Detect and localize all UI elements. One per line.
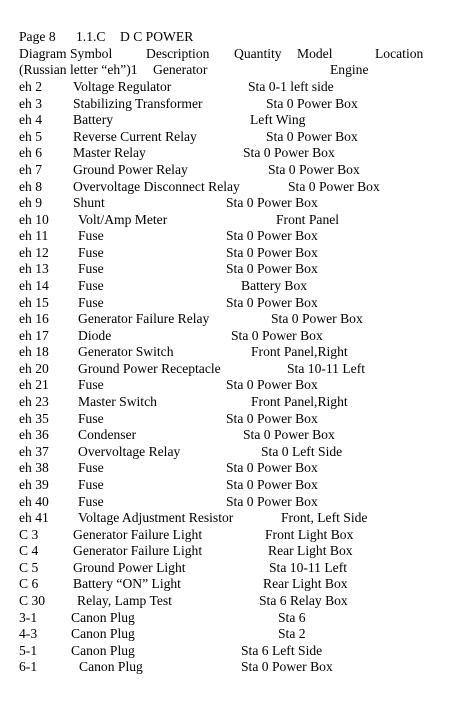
- item-symbol: 4-3: [19, 626, 38, 642]
- item-symbol: eh 14: [19, 278, 49, 293]
- note-row-description: Generator: [153, 62, 208, 77]
- item-location: Sta 0 Power Box: [226, 228, 318, 244]
- item-description: Overvoltage Disconnect Relay: [73, 178, 240, 194]
- item-description: Stabilizing Transformer: [73, 95, 203, 111]
- column-header-model: Model: [297, 46, 333, 61]
- page-number: Page 8: [19, 29, 56, 44]
- item-location: Sta 0 Power Box: [266, 128, 358, 144]
- item-location: Sta 2: [278, 626, 306, 642]
- item-description: Condenser: [78, 427, 137, 443]
- item-description: Master Switch: [78, 394, 157, 409]
- item-description: Shunt: [73, 195, 105, 211]
- item-description: Ground Power Relay: [73, 161, 188, 177]
- item-symbol: C 6: [19, 576, 39, 592]
- item-location: Sta 0 Power Box: [226, 410, 318, 426]
- item-description: Overvoltage Relay: [78, 443, 181, 459]
- item-symbol: eh 17: [19, 327, 49, 343]
- item-description: Ground Power Receptacle: [78, 360, 221, 376]
- item-symbol: eh 5: [19, 128, 43, 144]
- item-description: Fuse: [78, 261, 104, 277]
- item-location: Sta 10-11 Left: [287, 360, 366, 376]
- item-symbol: eh 7: [19, 161, 43, 177]
- item-symbol: eh 12: [19, 244, 49, 260]
- item-description: Fuse: [78, 460, 104, 476]
- item-location: Sta 0 Power Box: [226, 476, 318, 492]
- item-location: Sta 0 Power Box: [288, 178, 380, 194]
- item-description: Master Relay: [73, 145, 146, 161]
- item-description: Ground Power Light: [73, 559, 186, 575]
- item-location: Sta 0 Power Box: [268, 161, 360, 177]
- item-location: Sta 0 Power Box: [266, 95, 358, 111]
- item-location: Sta 0 Power Box: [226, 460, 318, 476]
- item-symbol: 6-1: [19, 659, 38, 675]
- item-symbol: eh 4: [19, 112, 43, 128]
- item-location: Front Panel,Right: [251, 394, 348, 409]
- note-row-symbol: (Russian letter “eh”)1: [19, 62, 138, 77]
- item-location: Sta 0 Power Box: [226, 493, 318, 509]
- item-symbol: eh 11: [19, 228, 49, 244]
- item-symbol: eh 9: [19, 195, 43, 211]
- item-symbol: eh 41: [19, 510, 49, 526]
- item-location: Front, Left Side: [281, 510, 368, 526]
- item-description: Generator Failure Light: [73, 526, 203, 542]
- column-header-symbol: Diagram Symbol: [19, 46, 113, 61]
- item-symbol: C 4: [19, 543, 39, 559]
- item-symbol: eh 6: [19, 145, 43, 161]
- item-description: Relay, Lamp Test: [77, 593, 172, 608]
- item-symbol: C 3: [19, 526, 39, 542]
- item-description: Fuse: [78, 294, 104, 310]
- item-symbol: eh 8: [19, 178, 43, 194]
- item-description: Generator Failure Light: [73, 543, 203, 559]
- item-location: Front Light Box: [265, 526, 354, 542]
- item-symbol: eh 21: [19, 377, 49, 393]
- item-location: Rear Light Box: [268, 543, 353, 559]
- section-number: 1.1.C: [76, 29, 106, 44]
- column-header-location: Location: [375, 46, 424, 61]
- item-location: Sta 6 Relay Box: [259, 593, 348, 608]
- item-location: Sta 0 Left Side: [261, 443, 343, 459]
- item-symbol: eh 16: [19, 311, 49, 327]
- column-header-description: Description: [146, 46, 210, 61]
- item-location: Sta 0 Power Box: [226, 377, 318, 393]
- item-description: Fuse: [78, 410, 104, 426]
- item-location: Left Wing: [250, 112, 306, 128]
- item-description: Fuse: [78, 493, 104, 509]
- item-location: Sta 6 Left Side: [241, 642, 323, 658]
- item-location: Sta 0 Power Box: [231, 327, 323, 343]
- item-description: Battery “ON” Light: [73, 576, 181, 592]
- item-description: Fuse: [78, 476, 104, 492]
- item-location: Sta 0 Power Box: [243, 145, 335, 161]
- item-symbol: eh 2: [19, 79, 43, 94]
- item-symbol: eh 23: [19, 394, 49, 409]
- item-symbol: eh 36: [19, 427, 49, 443]
- item-location: Front Panel,Right: [251, 344, 348, 360]
- item-symbol: eh 20: [19, 360, 49, 376]
- item-description: Volt/Amp Meter: [78, 211, 168, 227]
- item-location: Battery Box: [241, 278, 308, 293]
- item-symbol: eh 18: [19, 344, 49, 360]
- item-description: Fuse: [78, 244, 104, 260]
- item-symbol: eh 13: [19, 261, 49, 277]
- item-description: Reverse Current Relay: [73, 128, 197, 144]
- item-location: Front Panel: [276, 211, 340, 227]
- item-description: Fuse: [78, 278, 104, 293]
- item-location: Sta 6: [278, 609, 306, 625]
- item-symbol: eh 37: [19, 443, 49, 459]
- item-symbol: C 5: [19, 559, 39, 575]
- item-location: Sta 0 Power Box: [271, 311, 363, 327]
- item-description: Battery: [73, 112, 114, 128]
- item-symbol: C 30: [19, 593, 46, 608]
- item-description: Canon Plug: [71, 642, 135, 658]
- item-location: Sta 0 Power Box: [226, 294, 318, 310]
- item-symbol: eh 39: [19, 476, 49, 492]
- item-symbol: eh 35: [19, 410, 49, 426]
- item-symbol: eh 3: [19, 95, 43, 111]
- item-location: Sta 0 Power Box: [226, 244, 318, 260]
- item-location: Sta 10-11 Left: [269, 559, 348, 575]
- section-title: D C POWER: [120, 29, 194, 44]
- item-location: Sta 0 Power Box: [241, 659, 333, 675]
- item-symbol: eh 38: [19, 460, 49, 476]
- item-description: Canon Plug: [71, 609, 135, 625]
- item-description: Fuse: [78, 377, 104, 393]
- note-row-location: Engine: [330, 62, 369, 77]
- item-location: Rear Light Box: [263, 576, 348, 592]
- item-description: Canon Plug: [79, 659, 143, 675]
- column-header-quantity: Quantity: [234, 46, 282, 61]
- item-location: Sta 0 Power Box: [226, 261, 318, 277]
- item-description: Diode: [78, 327, 112, 343]
- item-description: Canon Plug: [71, 626, 135, 642]
- item-symbol: 5-1: [19, 642, 38, 658]
- item-description: Generator Switch: [78, 344, 174, 360]
- item-location: Sta 0 Power Box: [243, 427, 335, 443]
- item-symbol: eh 10: [19, 211, 49, 227]
- item-description: Voltage Adjustment Resistor: [78, 510, 234, 526]
- item-symbol: 3-1: [19, 609, 38, 625]
- item-description: Voltage Regulator: [73, 79, 172, 94]
- item-location: Sta 0-1 left side: [248, 79, 334, 94]
- item-description: Fuse: [78, 228, 104, 244]
- item-symbol: eh 40: [19, 493, 49, 509]
- item-location: Sta 0 Power Box: [226, 195, 318, 211]
- item-symbol: eh 15: [19, 294, 49, 310]
- item-description: Generator Failure Relay: [78, 311, 210, 327]
